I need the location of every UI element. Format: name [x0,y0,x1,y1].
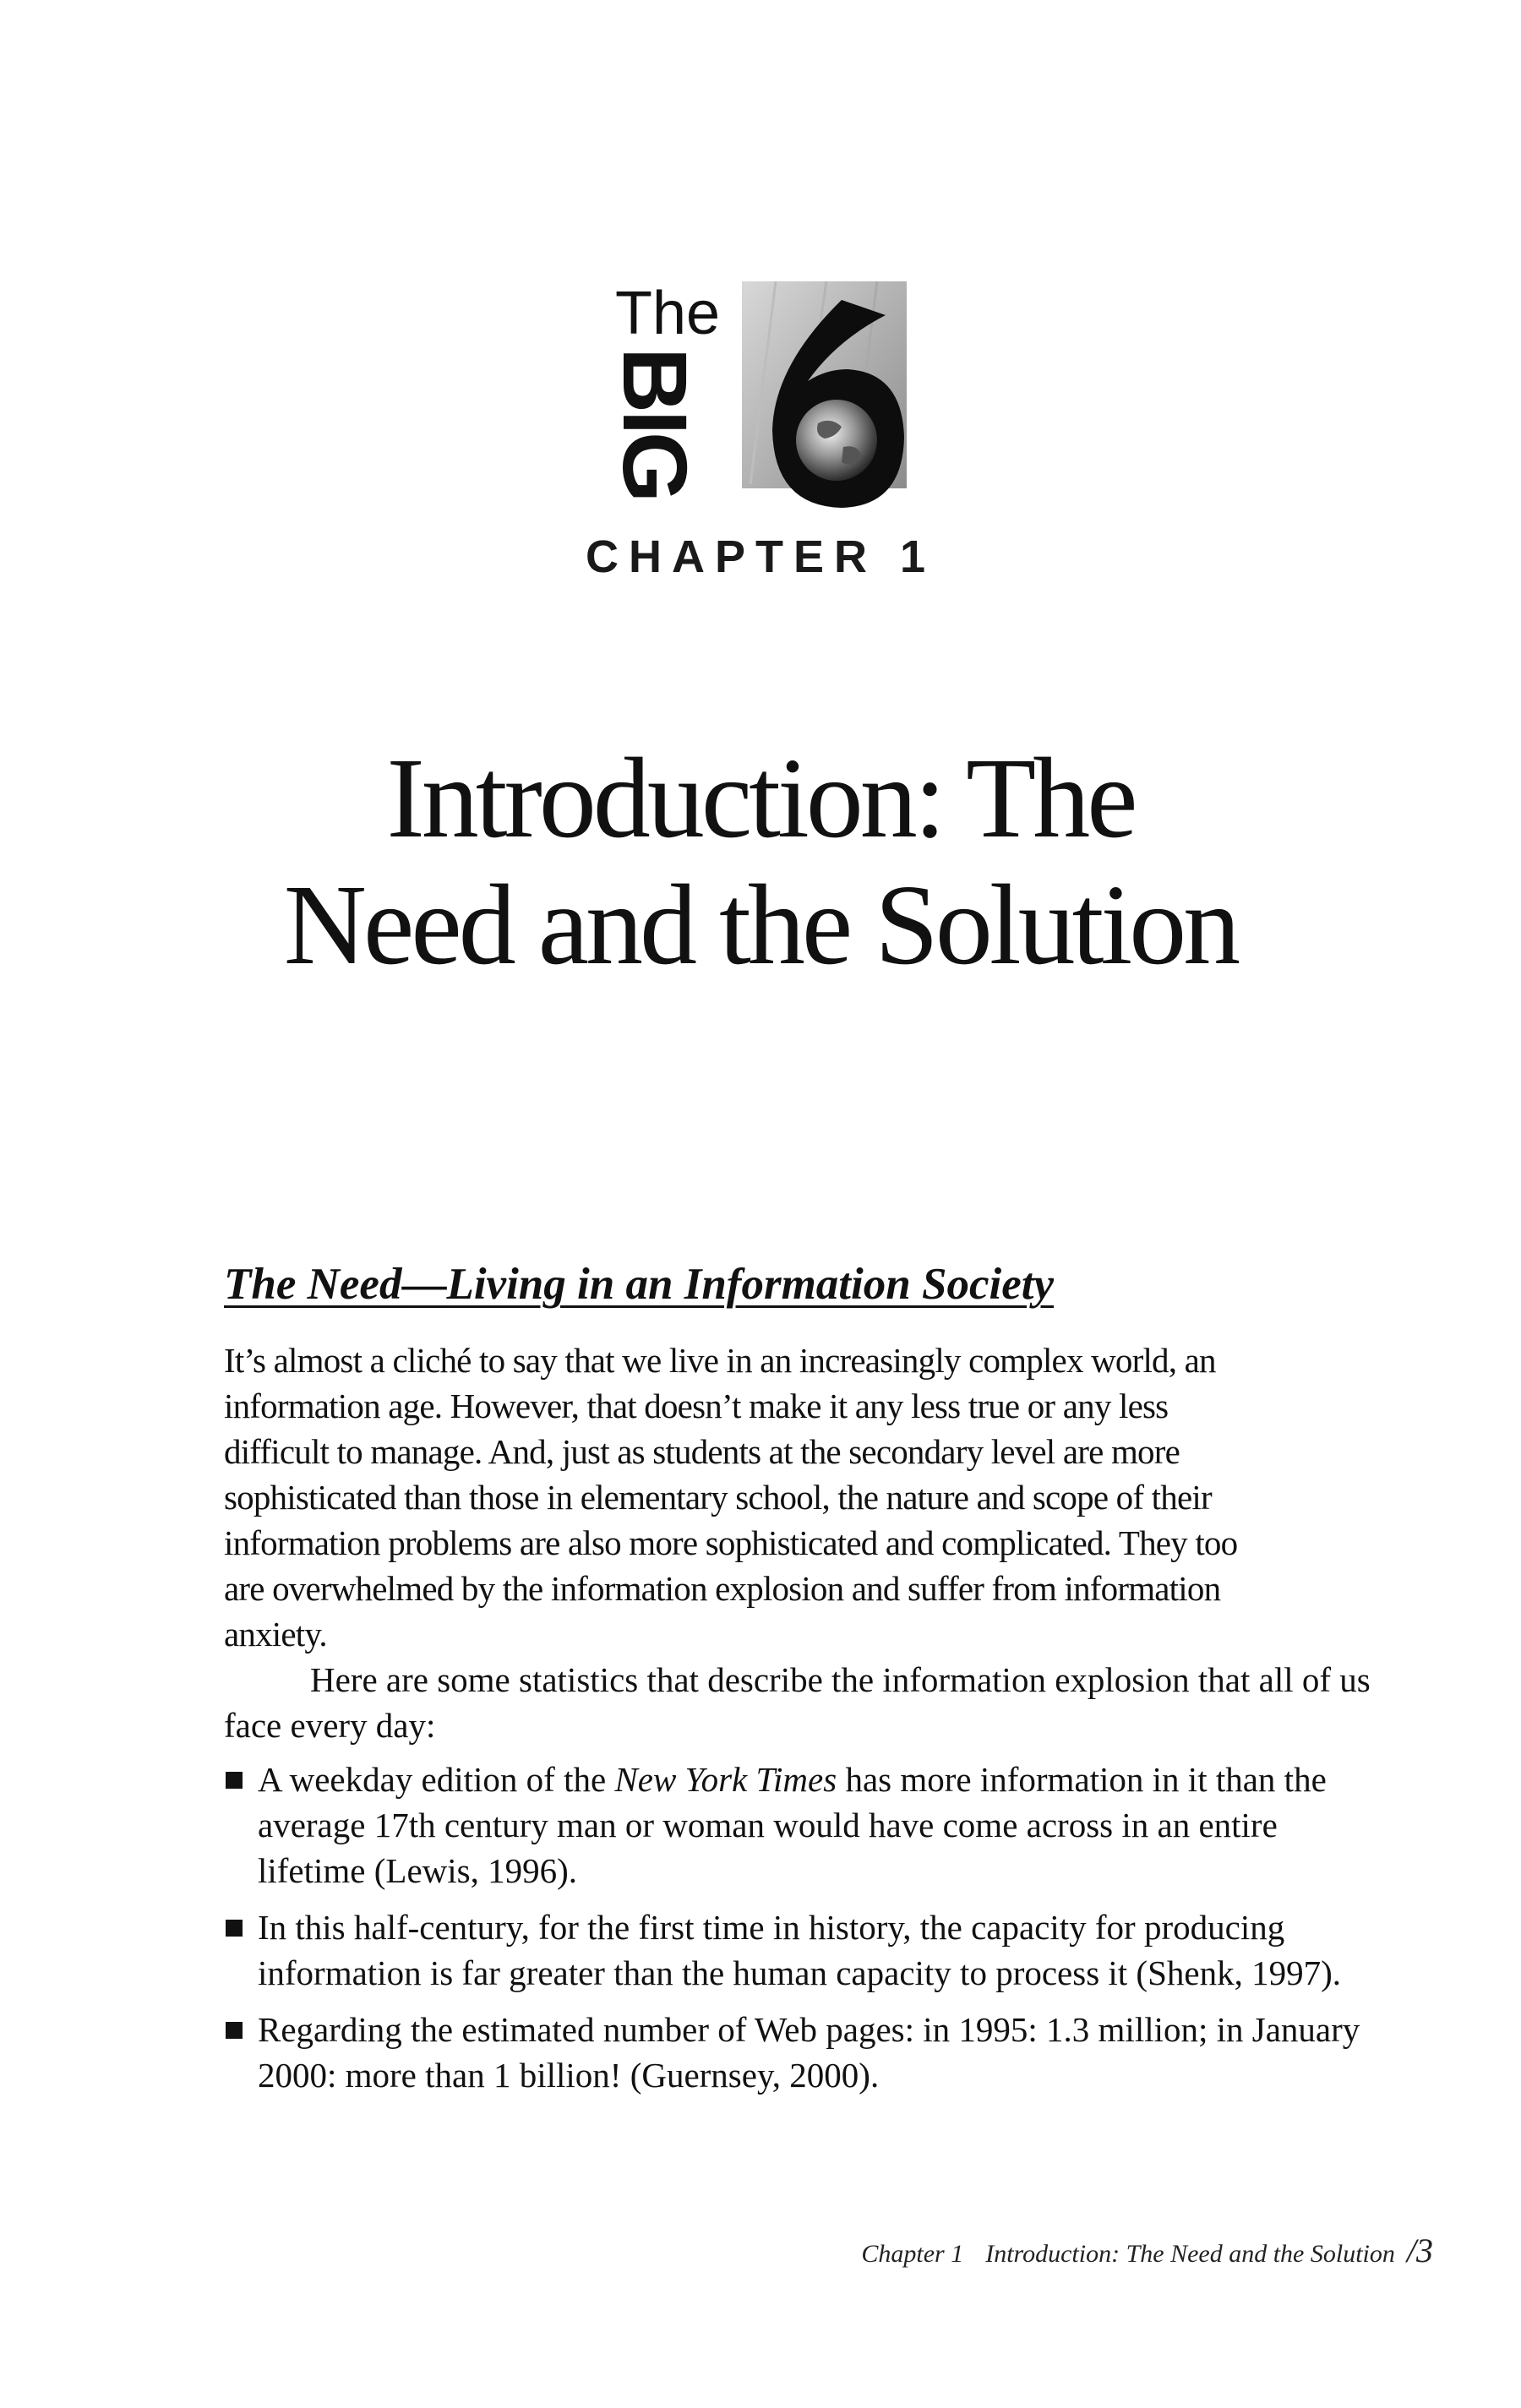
paragraph-2: Here are some statistics that describe the information explosion that all of us face every day: [224,1660,1371,1745]
paragraph-1-line: are overwhelmed by the information explosion and suffer from information [224,1569,1221,1608]
page-footer [861,2231,1433,2270]
paragraph-1-line: anxiety. [224,1615,327,1653]
section-content [224,1255,1373,2109]
footer-chapter: Chapter 1 [861,2240,964,2268]
bullet-1-text-rest: has more information in it than the average 17th century man or woman would have come across in an entire lifetime (Lewis, 1996). [258,1760,1327,1890]
section-heading-part-2: Living in an Information Society [446,1260,1054,1309]
list-item [224,1757,1373,1893]
statistics-list [224,1757,1373,2098]
section-heading [224,1255,1373,1314]
paragraph-1-line: sophisticated than those in elementary school, the nature and scope of their [224,1478,1212,1517]
bullet-1-text: A weekday edition of the [258,1760,615,1799]
list-item: In this half-century, for the first time in history, the capacity for producing information is far greater than the human capacity to process it (Shenk, 1997). [224,1904,1373,1996]
page-number: /3 [1406,2231,1433,2269]
logo-big-text: BIG [604,347,706,500]
paragraph-1-line: difficult to manage. And, just as students at the secondary level are more [224,1432,1180,1471]
chapter-title-line-1: Introduction: The [386,735,1135,862]
chapter-title [0,735,1521,989]
chapter-title-line-2: Need and the Solution [283,862,1238,989]
chapter-label: CHAPTER 1 [585,531,936,582]
footer-title: Introduction: The Need and the Solution [985,2240,1395,2268]
list-item: Regarding the estimated number of Web pages: in 1995: 1.3 million; in January 2000: more than 1 billion! (Guernsey, 2000). [224,2007,1373,2098]
earth-globe-icon [796,400,877,481]
big6-logo [604,280,907,511]
paragraph-1 [224,1337,1373,1657]
section-heading-part-1: The Need [224,1260,402,1309]
paragraph-1-line: information age. However, that doesn’t make it any less true or any less [224,1387,1169,1425]
section-heading-dash: — [401,1260,447,1309]
paragraph-1-line: information problems are also more sophisticated and complicated. They too [224,1523,1238,1562]
paragraph-1-line: It’s almost a cliché to say that we live in an increasingly complex world, an [224,1341,1216,1380]
logo-the-text: The [615,280,721,347]
bullet-1-newspaper-title: New York Times [614,1760,837,1799]
